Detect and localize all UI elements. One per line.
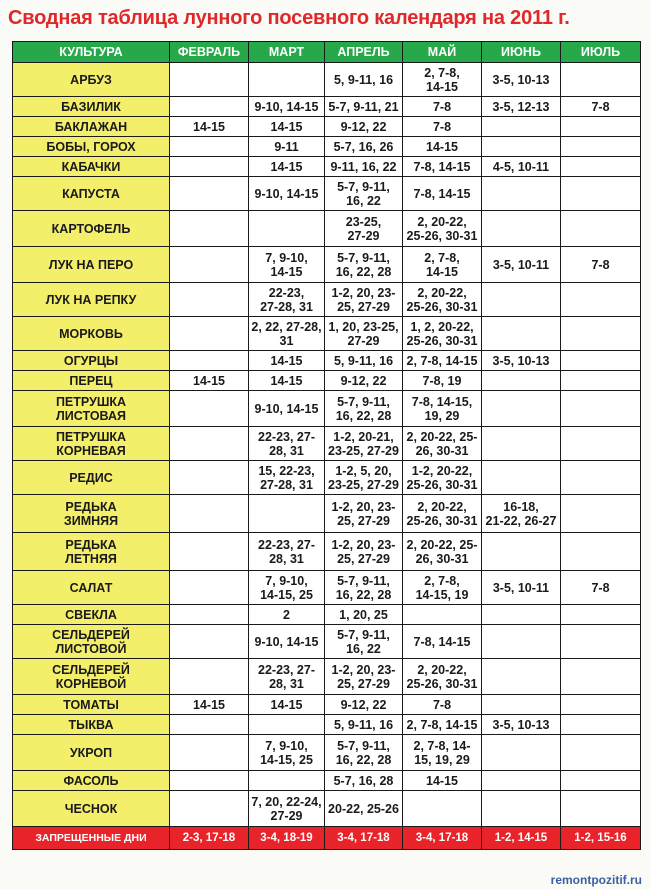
date-cell-apr: 5-7, 9-11, 16, 22 bbox=[325, 177, 403, 211]
crop-name-cell: ПЕТРУШКА КОРНЕВАЯ bbox=[13, 427, 170, 461]
forbidden-may: 3-4, 17-18 bbox=[403, 827, 482, 850]
date-cell-feb bbox=[170, 157, 249, 177]
date-cell-jun bbox=[482, 317, 561, 351]
date-cell-apr: 5-7, 9-11, 16, 22, 28 bbox=[325, 735, 403, 771]
crop-name-cell: КАПУСТА bbox=[13, 177, 170, 211]
date-cell-jun bbox=[482, 211, 561, 247]
forbidden-days-row bbox=[13, 827, 641, 850]
date-cell-jun: 16-18, 21-22, 26-27 bbox=[482, 495, 561, 533]
date-cell-apr: 1-2, 20, 23- 25, 27-29 bbox=[325, 495, 403, 533]
column-header-jun: ИЮНЬ bbox=[482, 42, 561, 63]
date-cell-feb bbox=[170, 211, 249, 247]
crop-name-cell: ЧЕСНОК bbox=[13, 791, 170, 827]
date-cell-may: 1, 2, 20-22, 25-26, 30-31 bbox=[403, 317, 482, 351]
table-row bbox=[13, 137, 641, 157]
date-cell-jun: 4-5, 10-11 bbox=[482, 157, 561, 177]
date-cell-apr: 9-12, 22 bbox=[325, 695, 403, 715]
date-cell-mar: 14-15 bbox=[249, 695, 325, 715]
date-cell-mar: 9-10, 14-15 bbox=[249, 625, 325, 659]
date-cell-apr: 5-7, 9-11, 16, 22, 28 bbox=[325, 571, 403, 605]
date-cell-apr: 23-25, 27-29 bbox=[325, 211, 403, 247]
crop-name-cell: БАЗИЛИК bbox=[13, 97, 170, 117]
date-cell-jul bbox=[561, 211, 641, 247]
forbidden-days-label: ЗАПРЕЩЕННЫЕ ДНИ bbox=[13, 827, 170, 850]
date-cell-mar: 22-23, 27- 28, 31 bbox=[249, 659, 325, 695]
date-cell-jun: 3-5, 10-11 bbox=[482, 247, 561, 283]
date-cell-jul bbox=[561, 117, 641, 137]
date-cell-may: 2, 7-8, 14-15, 19 bbox=[403, 571, 482, 605]
date-cell-jul bbox=[561, 771, 641, 791]
date-cell-feb bbox=[170, 625, 249, 659]
date-cell-may: 2, 7-8, 14-15 bbox=[403, 351, 482, 371]
table-row bbox=[13, 427, 641, 461]
crop-name-cell: ОГУРЦЫ bbox=[13, 351, 170, 371]
date-cell-jul bbox=[561, 735, 641, 771]
date-cell-may: 2, 20-22, 25-26, 30-31 bbox=[403, 283, 482, 317]
date-cell-feb: 14-15 bbox=[170, 371, 249, 391]
table-row bbox=[13, 117, 641, 137]
date-cell-may: 2, 20-22, 25- 26, 30-31 bbox=[403, 533, 482, 571]
crop-name-cell: ПЕРЕЦ bbox=[13, 371, 170, 391]
forbidden-mar: 3-4, 18-19 bbox=[249, 827, 325, 850]
date-cell-jul bbox=[561, 659, 641, 695]
date-cell-jul bbox=[561, 427, 641, 461]
date-cell-jun: 3-5, 10-13 bbox=[482, 351, 561, 371]
date-cell-mar: 22-23, 27- 28, 31 bbox=[249, 427, 325, 461]
table-row bbox=[13, 533, 641, 571]
date-cell-jul bbox=[561, 63, 641, 97]
crop-name-cell: ЛУК НА РЕПКУ bbox=[13, 283, 170, 317]
date-cell-feb bbox=[170, 605, 249, 625]
date-cell-may bbox=[403, 791, 482, 827]
date-cell-feb bbox=[170, 247, 249, 283]
crop-name-cell: УКРОП bbox=[13, 735, 170, 771]
date-cell-apr: 5, 9-11, 16 bbox=[325, 715, 403, 735]
date-cell-feb bbox=[170, 97, 249, 117]
header-row bbox=[13, 42, 641, 63]
date-cell-apr: 5-7, 9-11, 21 bbox=[325, 97, 403, 117]
table-row bbox=[13, 571, 641, 605]
date-cell-jul bbox=[561, 791, 641, 827]
date-cell-mar: 14-15 bbox=[249, 157, 325, 177]
date-cell-feb bbox=[170, 137, 249, 157]
date-cell-mar: 9-10, 14-15 bbox=[249, 391, 325, 427]
date-cell-jun bbox=[482, 117, 561, 137]
date-cell-mar: 22-23, 27- 28, 31 bbox=[249, 533, 325, 571]
date-cell-feb bbox=[170, 533, 249, 571]
crop-name-cell: КАРТОФЕЛЬ bbox=[13, 211, 170, 247]
date-cell-feb bbox=[170, 771, 249, 791]
date-cell-jun bbox=[482, 461, 561, 495]
date-cell-may: 7-8, 14-15, 19, 29 bbox=[403, 391, 482, 427]
table-row bbox=[13, 283, 641, 317]
table-row bbox=[13, 605, 641, 625]
table-row bbox=[13, 211, 641, 247]
date-cell-jul bbox=[561, 157, 641, 177]
date-cell-may: 2, 20-22, 25- 26, 30-31 bbox=[403, 427, 482, 461]
lunar-calendar-table bbox=[12, 41, 641, 850]
date-cell-jul bbox=[561, 533, 641, 571]
table-row bbox=[13, 461, 641, 495]
crop-name-cell: МОРКОВЬ bbox=[13, 317, 170, 351]
date-cell-jul: 7-8 bbox=[561, 247, 641, 283]
date-cell-jun bbox=[482, 371, 561, 391]
table-row bbox=[13, 791, 641, 827]
date-cell-feb bbox=[170, 715, 249, 735]
date-cell-may: 7-8 bbox=[403, 695, 482, 715]
date-cell-feb: 14-15 bbox=[170, 695, 249, 715]
date-cell-mar bbox=[249, 715, 325, 735]
date-cell-may: 2, 20-22, 25-26, 30-31 bbox=[403, 211, 482, 247]
date-cell-mar: 7, 9-10, 14-15, 25 bbox=[249, 735, 325, 771]
date-cell-may: 7-8 bbox=[403, 117, 482, 137]
date-cell-apr: 9-11, 16, 22 bbox=[325, 157, 403, 177]
date-cell-jul bbox=[561, 371, 641, 391]
date-cell-jun: 3-5, 10-13 bbox=[482, 715, 561, 735]
date-cell-jul bbox=[561, 391, 641, 427]
date-cell-jul bbox=[561, 495, 641, 533]
column-header-jul: ИЮЛЬ bbox=[561, 42, 641, 63]
date-cell-may: 7-8, 19 bbox=[403, 371, 482, 391]
crop-name-cell: ТОМАТЫ bbox=[13, 695, 170, 715]
table-row bbox=[13, 495, 641, 533]
date-cell-jul bbox=[561, 605, 641, 625]
date-cell-feb bbox=[170, 461, 249, 495]
date-cell-apr: 1, 20, 25 bbox=[325, 605, 403, 625]
date-cell-apr: 5-7, 16, 28 bbox=[325, 771, 403, 791]
date-cell-apr: 5-7, 16, 26 bbox=[325, 137, 403, 157]
date-cell-jul bbox=[561, 351, 641, 371]
crop-name-cell: СЕЛЬДЕРЕЙ КОРНЕВОЙ bbox=[13, 659, 170, 695]
date-cell-mar: 22-23, 27-28, 31 bbox=[249, 283, 325, 317]
date-cell-feb bbox=[170, 317, 249, 351]
date-cell-apr: 1, 20, 23-25, 27-29 bbox=[325, 317, 403, 351]
date-cell-feb bbox=[170, 571, 249, 605]
crop-name-cell: ФАСОЛЬ bbox=[13, 771, 170, 791]
date-cell-jun bbox=[482, 659, 561, 695]
column-header-crop: КУЛЬТУРА bbox=[13, 42, 170, 63]
date-cell-jul bbox=[561, 317, 641, 351]
date-cell-mar bbox=[249, 495, 325, 533]
date-cell-jul: 7-8 bbox=[561, 571, 641, 605]
date-cell-feb bbox=[170, 351, 249, 371]
date-cell-mar: 15, 22-23, 27-28, 31 bbox=[249, 461, 325, 495]
date-cell-apr: 5-7, 9-11, 16, 22, 28 bbox=[325, 391, 403, 427]
date-cell-feb bbox=[170, 177, 249, 211]
date-cell-apr: 5-7, 9-11, 16, 22, 28 bbox=[325, 247, 403, 283]
date-cell-mar: 2 bbox=[249, 605, 325, 625]
date-cell-jun bbox=[482, 533, 561, 571]
forbidden-jun: 1-2, 14-15 bbox=[482, 827, 561, 850]
date-cell-jul bbox=[561, 695, 641, 715]
table-row bbox=[13, 247, 641, 283]
date-cell-apr: 1-2, 20, 23- 25, 27-29 bbox=[325, 533, 403, 571]
date-cell-apr: 5, 9-11, 16 bbox=[325, 63, 403, 97]
date-cell-mar: 14-15 bbox=[249, 351, 325, 371]
crop-name-cell: БАКЛАЖАН bbox=[13, 117, 170, 137]
date-cell-feb bbox=[170, 63, 249, 97]
table-row bbox=[13, 157, 641, 177]
column-header-apr: АПРЕЛЬ bbox=[325, 42, 403, 63]
date-cell-may: 2, 7-8, 14-15 bbox=[403, 63, 482, 97]
table-row bbox=[13, 659, 641, 695]
crop-name-cell: БОБЫ, ГОРОХ bbox=[13, 137, 170, 157]
column-header-mar: МАРТ bbox=[249, 42, 325, 63]
date-cell-mar: 9-11 bbox=[249, 137, 325, 157]
date-cell-may: 7-8, 14-15 bbox=[403, 625, 482, 659]
date-cell-feb: 14-15 bbox=[170, 117, 249, 137]
date-cell-jun: 3-5, 12-13 bbox=[482, 97, 561, 117]
date-cell-apr: 5-7, 9-11, 16, 22 bbox=[325, 625, 403, 659]
table-row bbox=[13, 715, 641, 735]
date-cell-may bbox=[403, 605, 482, 625]
date-cell-mar bbox=[249, 211, 325, 247]
watermark: remontpozitif.ru bbox=[550, 873, 642, 887]
table-row bbox=[13, 63, 641, 97]
crop-name-cell: РЕДЬКА ЛЕТНЯЯ bbox=[13, 533, 170, 571]
crop-name-cell: АРБУЗ bbox=[13, 63, 170, 97]
date-cell-mar: 7, 9-10, 14-15, 25 bbox=[249, 571, 325, 605]
date-cell-may: 14-15 bbox=[403, 771, 482, 791]
date-cell-apr: 1-2, 20, 23- 25, 27-29 bbox=[325, 659, 403, 695]
page-title: Сводная таблица лунного посевного календаря на 2011 г. bbox=[8, 7, 570, 29]
date-cell-feb bbox=[170, 735, 249, 771]
crop-name-cell: РЕДЬКА ЗИМНЯЯ bbox=[13, 495, 170, 533]
date-cell-jun bbox=[482, 735, 561, 771]
date-cell-apr: 1-2, 20, 23- 25, 27-29 bbox=[325, 283, 403, 317]
date-cell-may: 7-8 bbox=[403, 97, 482, 117]
table-row bbox=[13, 177, 641, 211]
date-cell-feb bbox=[170, 659, 249, 695]
date-cell-jul bbox=[561, 283, 641, 317]
date-cell-jun bbox=[482, 791, 561, 827]
table-row bbox=[13, 391, 641, 427]
date-cell-mar: 9-10, 14-15 bbox=[249, 177, 325, 211]
date-cell-apr: 20-22, 25-26 bbox=[325, 791, 403, 827]
date-cell-mar: 9-10, 14-15 bbox=[249, 97, 325, 117]
date-cell-feb bbox=[170, 283, 249, 317]
date-cell-may: 14-15 bbox=[403, 137, 482, 157]
table-row bbox=[13, 351, 641, 371]
crop-name-cell: КАБАЧКИ bbox=[13, 157, 170, 177]
date-cell-jun bbox=[482, 695, 561, 715]
date-cell-mar: 7, 20, 22-24, 27-29 bbox=[249, 791, 325, 827]
date-cell-may: 2, 7-8, 14- 15, 19, 29 bbox=[403, 735, 482, 771]
date-cell-jun bbox=[482, 605, 561, 625]
crop-name-cell: САЛАТ bbox=[13, 571, 170, 605]
date-cell-mar: 14-15 bbox=[249, 371, 325, 391]
date-cell-apr: 1-2, 20-21, 23-25, 27-29 bbox=[325, 427, 403, 461]
date-cell-jul bbox=[561, 625, 641, 659]
crop-name-cell: РЕДИС bbox=[13, 461, 170, 495]
crop-name-cell: СВЕКЛА bbox=[13, 605, 170, 625]
date-cell-apr: 1-2, 5, 20, 23-25, 27-29 bbox=[325, 461, 403, 495]
date-cell-feb bbox=[170, 791, 249, 827]
date-cell-jun bbox=[482, 283, 561, 317]
date-cell-jul bbox=[561, 177, 641, 211]
date-cell-jun bbox=[482, 427, 561, 461]
date-cell-jun bbox=[482, 771, 561, 791]
date-cell-jun bbox=[482, 391, 561, 427]
date-cell-apr: 9-12, 22 bbox=[325, 117, 403, 137]
date-cell-mar: 14-15 bbox=[249, 117, 325, 137]
date-cell-may: 1-2, 20-22, 25-26, 30-31 bbox=[403, 461, 482, 495]
date-cell-jun: 3-5, 10-11 bbox=[482, 571, 561, 605]
date-cell-jul bbox=[561, 715, 641, 735]
table-row bbox=[13, 695, 641, 715]
date-cell-feb bbox=[170, 427, 249, 461]
date-cell-mar: 7, 9-10, 14-15 bbox=[249, 247, 325, 283]
forbidden-feb: 2-3, 17-18 bbox=[170, 827, 249, 850]
date-cell-jun bbox=[482, 625, 561, 659]
crop-name-cell: ЛУК НА ПЕРО bbox=[13, 247, 170, 283]
date-cell-feb bbox=[170, 391, 249, 427]
date-cell-may: 7-8, 14-15 bbox=[403, 177, 482, 211]
date-cell-may: 2, 20-22, 25-26, 30-31 bbox=[403, 495, 482, 533]
date-cell-may: 2, 20-22, 25-26, 30-31 bbox=[403, 659, 482, 695]
table-row bbox=[13, 317, 641, 351]
date-cell-apr: 5, 9-11, 16 bbox=[325, 351, 403, 371]
date-cell-apr: 9-12, 22 bbox=[325, 371, 403, 391]
date-cell-jun bbox=[482, 177, 561, 211]
date-cell-may: 2, 7-8, 14-15 bbox=[403, 247, 482, 283]
crop-name-cell: ТЫКВА bbox=[13, 715, 170, 735]
table-row bbox=[13, 371, 641, 391]
date-cell-jun bbox=[482, 137, 561, 157]
date-cell-may: 7-8, 14-15 bbox=[403, 157, 482, 177]
column-header-feb: ФЕВРАЛЬ bbox=[170, 42, 249, 63]
crop-name-cell: ПЕТРУШКА ЛИСТОВАЯ bbox=[13, 391, 170, 427]
table-row bbox=[13, 625, 641, 659]
date-cell-may: 2, 7-8, 14-15 bbox=[403, 715, 482, 735]
date-cell-jul bbox=[561, 137, 641, 157]
column-header-may: МАЙ bbox=[403, 42, 482, 63]
date-cell-jul bbox=[561, 461, 641, 495]
table-row bbox=[13, 735, 641, 771]
forbidden-jul: 1-2, 15-16 bbox=[561, 827, 641, 850]
table-row bbox=[13, 97, 641, 117]
forbidden-apr: 3-4, 17-18 bbox=[325, 827, 403, 850]
date-cell-jun: 3-5, 10-13 bbox=[482, 63, 561, 97]
date-cell-mar bbox=[249, 771, 325, 791]
crop-name-cell: СЕЛЬДЕРЕЙ ЛИСТОВОЙ bbox=[13, 625, 170, 659]
date-cell-mar bbox=[249, 63, 325, 97]
date-cell-jul: 7-8 bbox=[561, 97, 641, 117]
date-cell-feb bbox=[170, 495, 249, 533]
table-row bbox=[13, 771, 641, 791]
date-cell-mar: 2, 22, 27-28, 31 bbox=[249, 317, 325, 351]
